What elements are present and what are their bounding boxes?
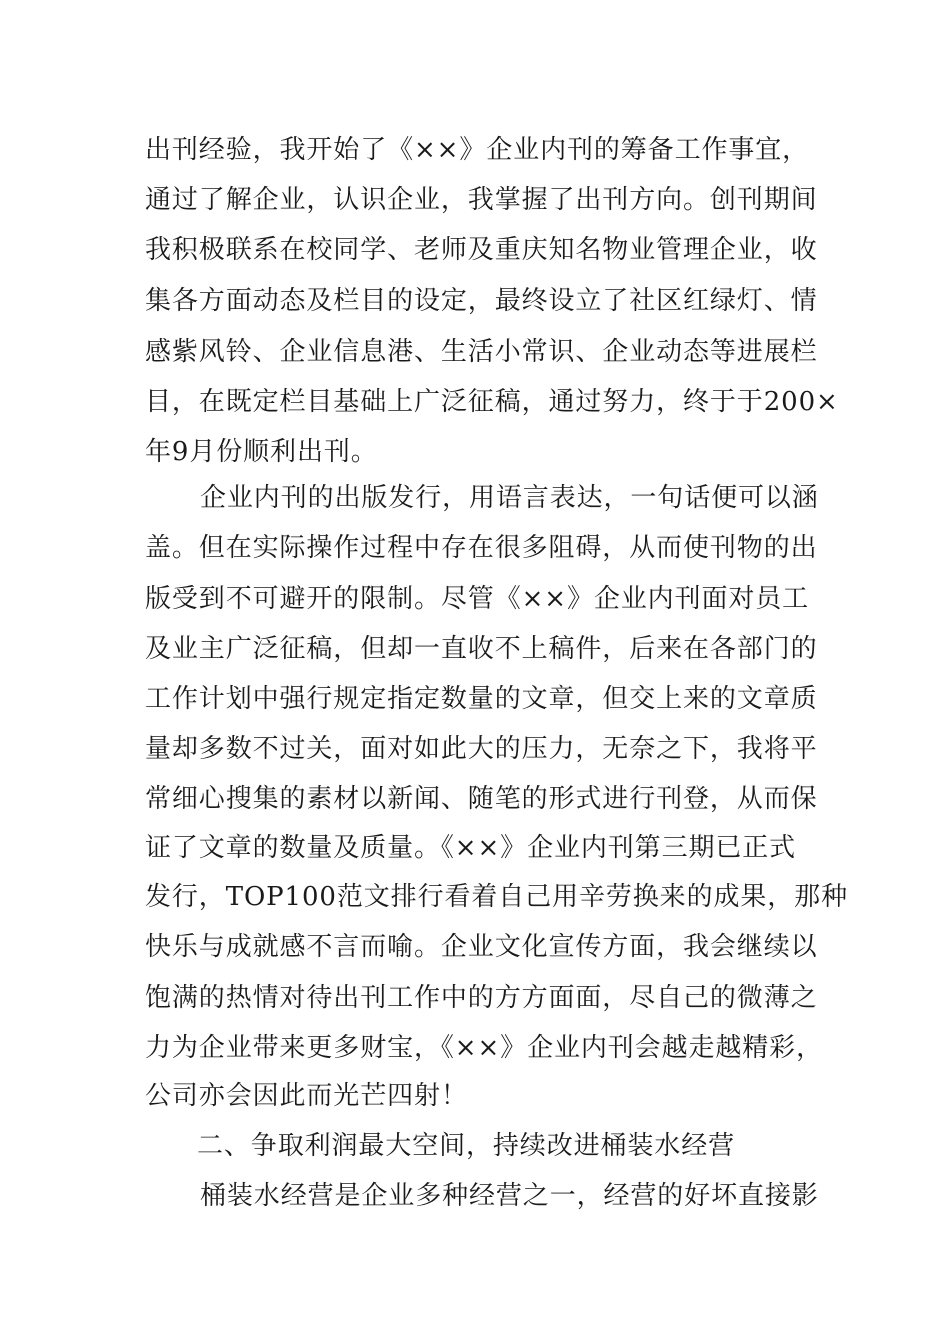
- paragraph-2-line-1: 企业内刊的出版发行，用语言表达，一句话便可以涵: [200, 483, 819, 513]
- section-heading: 二、争取利润最大空间，持续改进桶装水经营: [197, 1131, 736, 1161]
- paragraph-2-line-2: 盖。但在实际操作过程中存在很多阻碍，从而使刊物的出: [145, 533, 818, 563]
- paragraph-2-line-4: 及业主广泛征稿，但却一直收不上稿件，后来在各部门的: [145, 634, 818, 664]
- paragraph-2-line-7: 常细心搜集的素材以新闻、随笔的形式进行刊登，从而保: [145, 784, 818, 814]
- paragraph-1-line-5: 感紫风铃、企业信息港、生活小常识、企业动态等进展栏: [145, 337, 818, 367]
- paragraph-2-line-8: 证了文章的数量及质量。《××》企业内刊第三期已正式: [145, 833, 797, 863]
- paragraph-2-line-5: 工作计划中强行规定指定数量的文章，但交上来的文章质: [145, 684, 818, 714]
- paragraph-1-line-3: 我积极联系在校同学、老师及重庆知名物业管理企业，收: [145, 235, 818, 265]
- paragraph-2-line-6: 量却多数不过关，面对如此大的压力，无奈之下，我将平: [145, 734, 818, 764]
- paragraph-2-line-9: 发行，TOP100范文排行看着自己用辛劳换来的成果，那种: [145, 882, 848, 912]
- paragraph-2-line-13: 公司亦会因此而光芒四射！: [145, 1081, 468, 1111]
- paragraph-2-line-3: 版受到不可避开的限制。尽管《××》企业内刊面对员工: [145, 584, 810, 614]
- paragraph-2-line-12: 力为企业带来更多财宝，《××》企业内刊会越走越精彩，: [145, 1033, 823, 1063]
- paragraph-1-line-4: 集各方面动态及栏目的设定，最终设立了社区红绿灯、情: [145, 286, 818, 316]
- paragraph-2-line-11: 饱满的热情对待出刊工作中的方方面面，尽自己的微薄之: [145, 983, 818, 1013]
- paragraph-1-line-7: 年9月份顺利出刊。: [145, 437, 378, 467]
- paragraph-1-line-2: 通过了解企业，认识企业，我掌握了出刊方向。创刊期间: [145, 185, 818, 215]
- paragraph-3-line-1: 桶装水经营是企业多种经营之一，经营的好坏直接影: [200, 1181, 819, 1211]
- paragraph-2-line-10: 快乐与成就感不言而喻。企业文化宣传方面，我会继续以: [145, 932, 818, 962]
- paragraph-1-line-1: 出刊经验，我开始了《××》企业内刊的筹备工作事宜，: [145, 135, 810, 165]
- paragraph-1-line-6: 目，在既定栏目基础上广泛征稿，通过努力，终于于200×: [145, 387, 839, 417]
